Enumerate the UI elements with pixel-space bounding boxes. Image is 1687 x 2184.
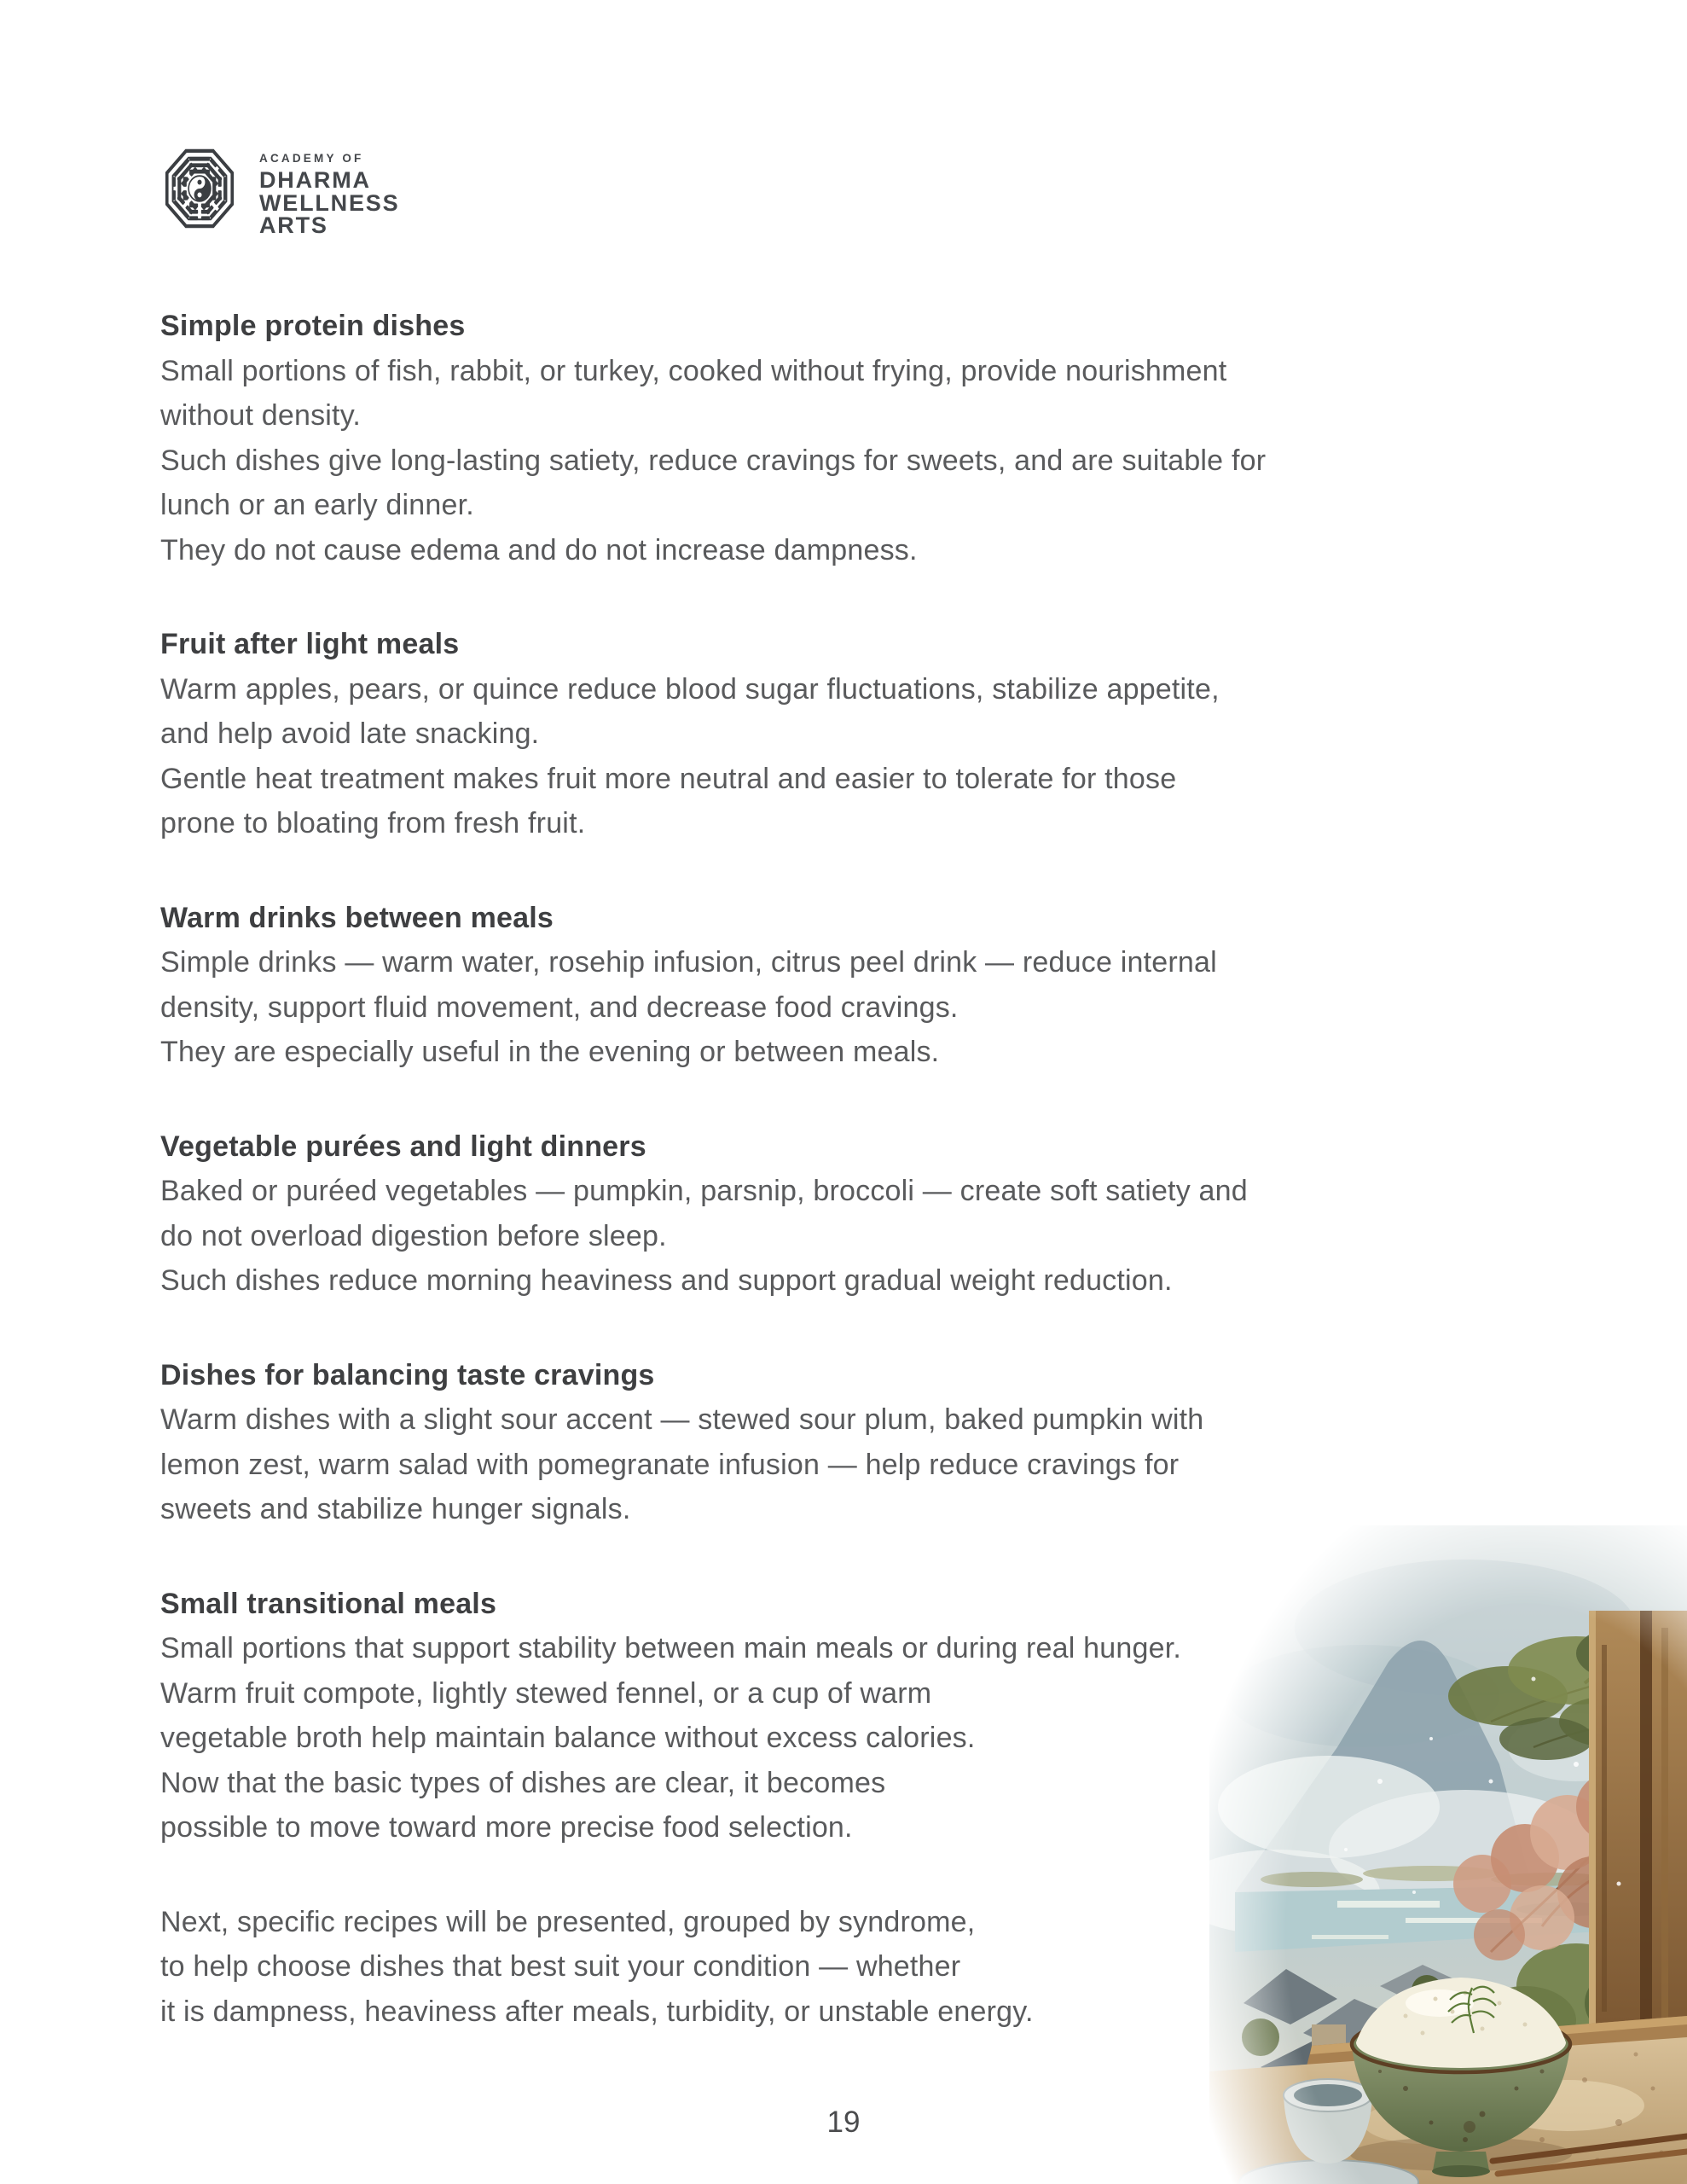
text-line: Warm dishes with a slight sour accent — stewed sour plum, baked pumpkin with [160,1403,1204,1436]
text-line: Baked or puréed vegetables — pumpkin, parsnip, broccoli — create soft satiety and [160,1175,1248,1207]
text-line: Such dishes give long-lasting satiety, reduce cravings for sweets, and are suitable for [160,444,1267,477]
text-line: lunch or an early dinner. [160,489,474,521]
section-dishes-for-balancing-taste-cravings [160,1353,1559,1532]
section-heading: Simple protein dishes [160,310,466,342]
text-line: Small portions of fish, rabbit, or turkey, cooked without frying, provide nourishment [160,354,1227,387]
section-heading: Small transitional meals [160,1587,497,1620]
text-line: Next, specific recipes will be presented, grouped by syndrome, [160,1905,976,1938]
page-content [160,304,1559,2034]
text-line: possible to move toward more precise food selection. [160,1811,853,1844]
text-line: Such dishes reduce morning heaviness and support gradual weight reduction. [160,1264,1173,1297]
logo [160,143,399,237]
text-line: prone to bloating from fresh fruit. [160,807,586,839]
text-line: Now that the basic types of dishes are clear, it becomes [160,1766,886,1799]
section-warm-drinks-between-meals [160,896,1559,1075]
logo-name-dharma: DHARMA [259,167,371,193]
text-line: it is dampness, heaviness after meals, turbidity, or unstable energy. [160,1995,1034,2028]
text-line: vegetable broth help maintain balance without excess calories. [160,1722,976,1754]
text-line: do not overload digestion before sleep. [160,1219,667,1252]
section-heading: Fruit after light meals [160,628,460,660]
text-line: Simple drinks — warm water, rosehip infusion, citrus peel drink — reduce internal [160,946,1217,979]
text-line: and help avoid late snacking. [160,717,540,750]
logo-name-wellness: WELLNESS [259,189,400,216]
text-line: without density. [160,399,362,432]
text-line: lemon zest, warm salad with pomegranate infusion — help reduce cravings for [160,1448,1180,1481]
section-fruit-after-light-meals [160,622,1559,846]
text-line: Warm apples, pears, or quince reduce blood sugar fluctuations, stabilize appetite, [160,672,1220,706]
text-line: Small portions that support stability between main meals or during real hunger. [160,1632,1181,1664]
section-heading: Warm drinks between meals [160,901,554,934]
section-heading: Dishes for balancing taste cravings [160,1358,655,1391]
section-small-transitional-meals [160,1582,1559,1850]
text-line: to help choose dishes that best suit your condition — whether [160,1950,961,1983]
section-vegetable-purees-and-light-dinners [160,1124,1559,1304]
page-number: 19 [826,2106,861,2139]
logo-academy-of: ACADEMY OF [259,152,364,165]
text-line: sweets and stabilize hunger signals. [160,1493,631,1525]
text-line: Gentle heat treatment makes fruit more neutral and easier to tolerate for those [160,762,1177,795]
logo-text [259,143,399,237]
section-simple-protein-dishes [160,304,1559,572]
section-heading: Vegetable purées and light dinners [160,1130,646,1163]
text-line: density, support fluid movement, and decrease food cravings. [160,990,959,1024]
closing-paragraph [160,1900,1559,2035]
text-line: Warm fruit compote, lightly stewed fennel, or a cup of warm [160,1676,932,1710]
text-line: They are especially useful in the evening or between meals. [160,1036,940,1068]
bagua-yin-yang-icon [160,143,239,234]
logo-name-arts: ARTS [259,212,328,238]
text-line: They do not cause edema and do not increase dampness. [160,533,918,566]
